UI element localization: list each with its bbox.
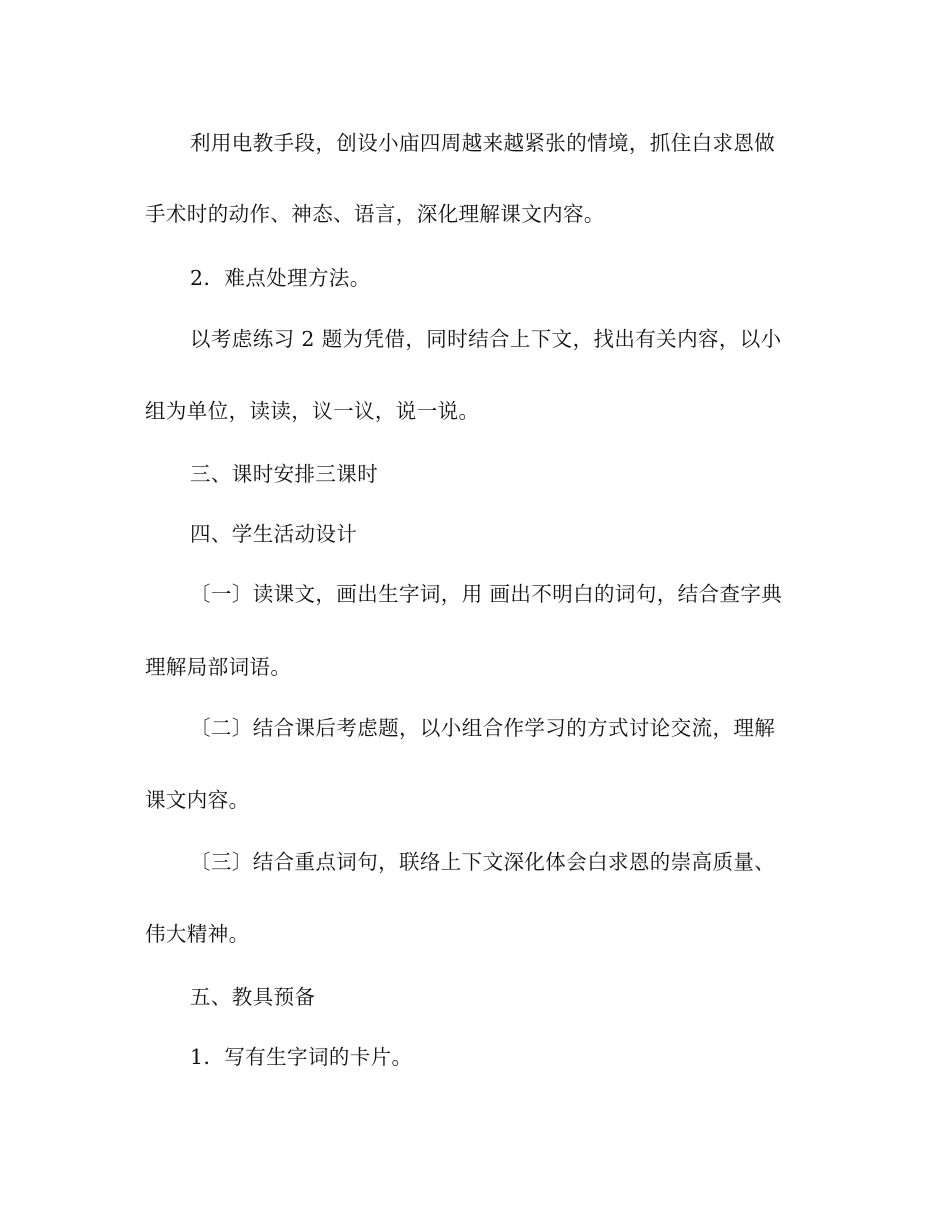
section-heading-schedule: 三、课时安排三课时 — [190, 462, 379, 486]
activity-item-3-cont: 伟大精神。 — [145, 922, 250, 946]
section-heading-difficulty: 2．难点处理方法。 — [190, 266, 371, 290]
activity-item-1-cont: 理解局部词语。 — [145, 655, 292, 679]
paragraph-line-2: 手术时的动作、神态、语言，深化理解课文内容。 — [145, 202, 605, 226]
activity-item-2: 〔二〕结合课后考虑题，以小组合作学习的方式讨论交流，理解 — [190, 716, 776, 740]
section-heading-materials: 五、教具预备 — [190, 985, 316, 1009]
activity-item-1: 〔一〕读课文，画出生字词，用 画出不明白的词句，结合查字典 — [190, 582, 783, 606]
paragraph-line-4: 组为单位，读读，议一议，说一说。 — [145, 399, 480, 423]
paragraph-line-3: 以考虑练习 2 题为凭借，同时结合上下文，找出有关内容，以小 — [190, 327, 782, 351]
paragraph-line-1: 利用电教手段，创设小庙四周越来越紧张的情境，抓住白求恩做 — [190, 131, 776, 155]
materials-item-1: 1．写有生字词的卡片。 — [190, 1045, 413, 1069]
activity-item-2-cont: 课文内容。 — [145, 788, 250, 812]
activity-item-3: 〔三〕结合重点词句，联络上下文深化体会白求恩的崇高质量、 — [190, 850, 776, 874]
section-heading-activities: 四、学生活动设计 — [190, 522, 358, 546]
